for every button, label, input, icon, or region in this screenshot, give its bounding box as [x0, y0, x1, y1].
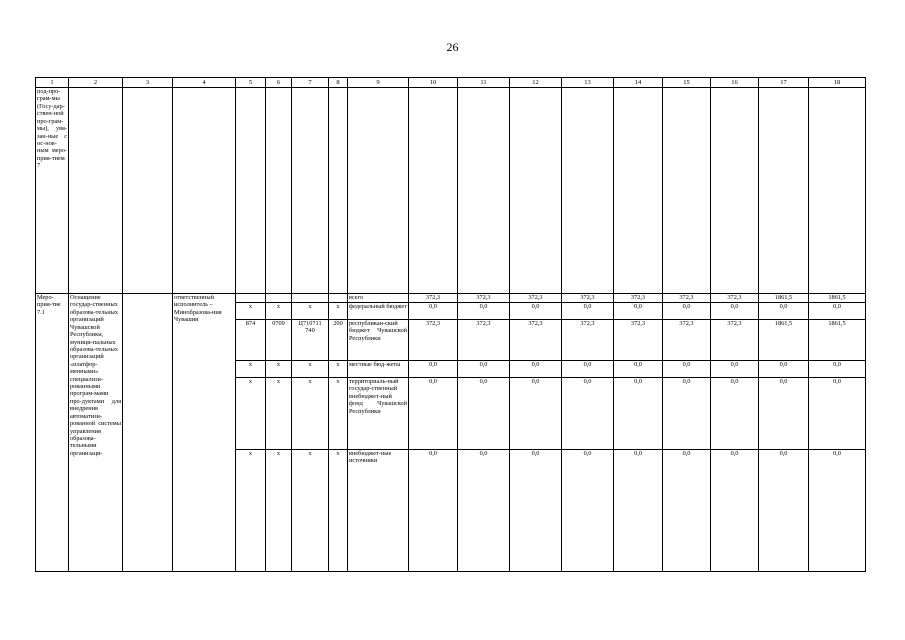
value-cell: 372,3: [409, 320, 458, 361]
value-cell: 372,3: [614, 320, 663, 361]
column-header-16: 16: [711, 78, 759, 88]
value-cell: 0,0: [614, 378, 663, 450]
page-number: 26: [446, 40, 459, 54]
responsible-cell: [123, 294, 173, 572]
value-cell: 372,3: [614, 294, 663, 303]
value-cell: 0,0: [711, 303, 759, 320]
code-cell-c8: 200: [329, 320, 348, 361]
value-cell: 0,0: [458, 361, 510, 378]
code-cell-c6: x: [266, 450, 292, 572]
value-cell: 0,0: [809, 450, 866, 572]
funding-source: внебюджет-ные источники: [348, 450, 409, 572]
code-cell-c7: x: [292, 450, 329, 572]
value-cell: 0,0: [711, 378, 759, 450]
value-cell: 372,3: [711, 320, 759, 361]
value-cell: 0,0: [663, 450, 711, 572]
code-cell-c6: [266, 294, 292, 303]
value-cell: 0,0: [759, 450, 809, 572]
value-cell: 1861,5: [809, 294, 866, 303]
program-row: [36, 88, 866, 294]
value-cell: 0,0: [809, 361, 866, 378]
column-number-row: [36, 78, 866, 88]
value-cell: 0,0: [458, 303, 510, 320]
value-cell: 1861,5: [759, 294, 809, 303]
value-cell: 372,3: [562, 320, 614, 361]
event-code: Меро-прия-тие 7.1: [36, 294, 69, 572]
code-cell-c6: x: [266, 378, 292, 450]
value-cell: 0,0: [614, 361, 663, 378]
value-cell: 0,0: [409, 303, 458, 320]
column-header-9: 9: [348, 78, 409, 88]
program-cell: под-про-грам-мы (Госу-дар-ствен-ной про-грам-мы), увя-зан-ные с ос-нов-ным меро-прия-тием 7: [36, 88, 69, 294]
value-cell: 372,3: [409, 294, 458, 303]
value-cell: 0,0: [510, 450, 562, 572]
value-cell: 0,0: [759, 361, 809, 378]
code-cell-c8: x: [329, 378, 348, 450]
budget-table: [35, 77, 866, 572]
funding-source: местные бюд-жеты: [348, 361, 409, 378]
column-header-13: 13: [562, 78, 614, 88]
code-cell-c5: 874: [236, 320, 266, 361]
code-cell-c5: x: [236, 378, 266, 450]
code-cell-c7: x: [292, 361, 329, 378]
value-cell: 1861,5: [759, 320, 809, 361]
code-cell-c7: x: [292, 378, 329, 450]
column-header-6: 6: [266, 78, 292, 88]
column-header-11: 11: [458, 78, 510, 88]
value-cell: 0,0: [458, 378, 510, 450]
column-header-3: 3: [123, 78, 173, 88]
code-cell-c7: x: [292, 303, 329, 320]
value-cell: 372,3: [562, 294, 614, 303]
value-cell: 0,0: [409, 378, 458, 450]
column-header-5: 5: [236, 78, 266, 88]
value-cell: 1861,5: [809, 320, 866, 361]
code-cell-c8: x: [329, 361, 348, 378]
column-header-15: 15: [663, 78, 711, 88]
code-cell-c5: x: [236, 361, 266, 378]
code-cell-c7: [292, 294, 329, 303]
value-cell: 372,3: [663, 294, 711, 303]
column-header-8: 8: [329, 78, 348, 88]
value-cell: 372,3: [510, 320, 562, 361]
funding-source: всего: [348, 294, 409, 303]
value-cell: 0,0: [614, 303, 663, 320]
code-cell-c5: [236, 294, 266, 303]
value-cell: 0,0: [510, 378, 562, 450]
value-cell: 372,3: [663, 320, 711, 361]
value-cell: 0,0: [510, 361, 562, 378]
executor: ответственный исполнитель – Минобразова-ния Чувашии: [173, 294, 236, 572]
value-cell: 0,0: [458, 450, 510, 572]
code-cell-c6: 0709: [266, 320, 292, 361]
value-cell: 0,0: [759, 378, 809, 450]
column-header-7: 7: [292, 78, 329, 88]
value-cell: 0,0: [614, 450, 663, 572]
value-cell: 0,0: [711, 361, 759, 378]
value-cell: 0,0: [562, 303, 614, 320]
value-cell: 372,3: [711, 294, 759, 303]
value-cell: 0,0: [809, 303, 866, 320]
column-header-12: 12: [510, 78, 562, 88]
code-cell-c5: x: [236, 303, 266, 320]
value-cell: 372,3: [458, 320, 510, 361]
code-cell-c8: x: [329, 303, 348, 320]
value-cell: 0,0: [409, 361, 458, 378]
funding-source: республикан-ский бюджет Чувашской Республики: [348, 320, 409, 361]
column-header-17: 17: [759, 78, 809, 88]
value-cell: 0,0: [562, 361, 614, 378]
code-cell-c7: Ц710711 740: [292, 320, 329, 361]
code-cell-c6: x: [266, 361, 292, 378]
code-cell-c8: [329, 294, 348, 303]
value-cell: 0,0: [562, 378, 614, 450]
value-cell: 0,0: [663, 378, 711, 450]
value-cell: 0,0: [562, 450, 614, 572]
value-cell: 0,0: [510, 303, 562, 320]
code-cell-c8: x: [329, 450, 348, 572]
column-header-14: 14: [614, 78, 663, 88]
event-name: Оснащение государ-ственных образова-тельных организаций Чувашской Республики, муници-пальных образова-тельных организаций «платфор-менными» специализи-рованными програм-мами про-дуктами для внедрения автоматизи-рованной системы управления образова-тельными организаци-: [69, 294, 123, 572]
funding-source: территориаль-ный государ-ственный внебюджет-ный фонд Чувашской Республики: [348, 378, 409, 450]
value-cell: 0,0: [663, 361, 711, 378]
funding-row: [36, 294, 866, 303]
value-cell: 0,0: [759, 303, 809, 320]
column-header-1: 1: [36, 78, 69, 88]
code-cell-c5: x: [236, 450, 266, 572]
column-header-4: 4: [173, 78, 236, 88]
value-cell: 0,0: [409, 450, 458, 572]
code-cell-c6: x: [266, 303, 292, 320]
column-header-2: 2: [69, 78, 123, 88]
funding-source: федеральный бюджет: [348, 303, 409, 320]
column-header-18: 18: [809, 78, 866, 88]
value-cell: 0,0: [809, 378, 866, 450]
value-cell: 372,3: [458, 294, 510, 303]
value-cell: 372,3: [510, 294, 562, 303]
value-cell: 0,0: [711, 450, 759, 572]
column-header-10: 10: [409, 78, 458, 88]
value-cell: 0,0: [663, 303, 711, 320]
